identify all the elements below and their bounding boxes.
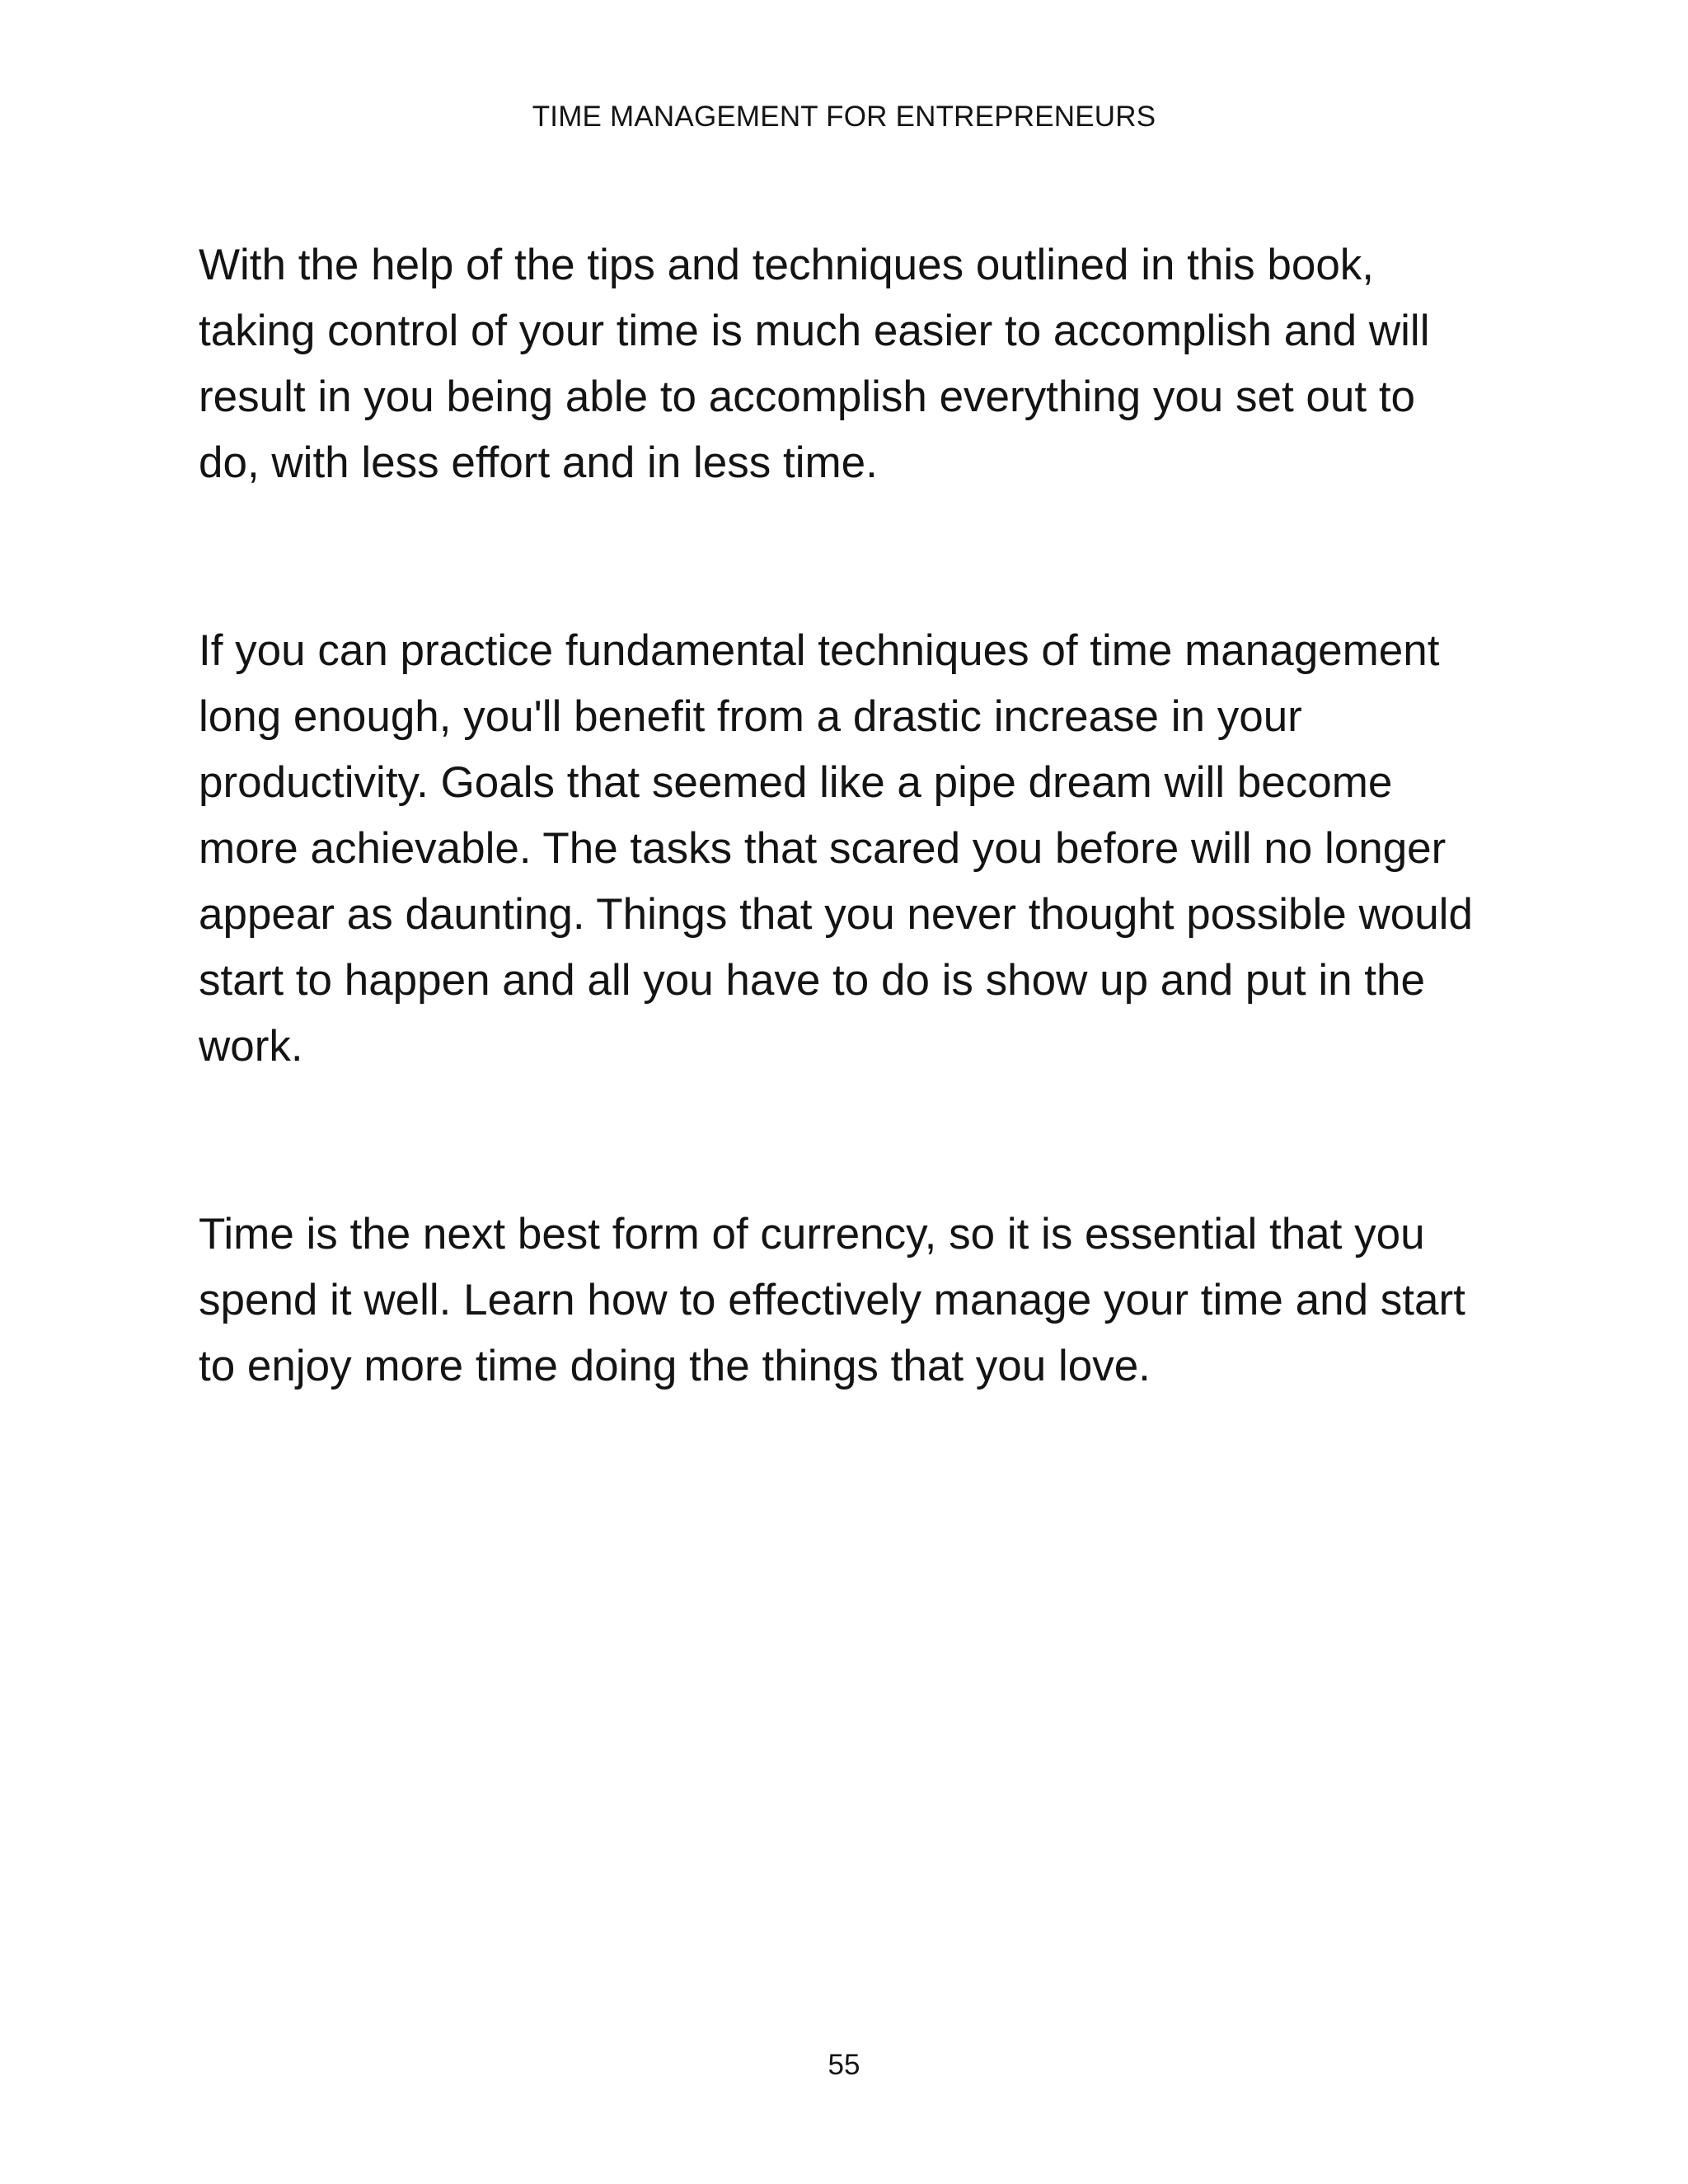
paragraph-line: productivity. Goals that seemed like a pipe dream will become bbox=[199, 758, 1393, 807]
body-text bbox=[199, 232, 1534, 1521]
paragraph-3 bbox=[199, 1202, 1534, 1399]
paragraph-1 bbox=[199, 232, 1534, 496]
paragraph-line: do, with less effort and in less time. bbox=[199, 438, 878, 487]
paragraph-2 bbox=[199, 618, 1534, 1080]
paragraph-line: Time is the next best form of currency, so it is essential that you bbox=[199, 1210, 1425, 1258]
paragraph-line: With the help of the tips and techniques outlined in this book, bbox=[199, 241, 1375, 289]
paragraph-line: result in you being able to accomplish everything you set out to bbox=[199, 373, 1416, 421]
paragraph-line: long enough, you'll benefit from a drastic increase in your bbox=[199, 692, 1302, 741]
page-number: 55 bbox=[828, 2049, 860, 2081]
paragraph-line: start to happen and all you have to do is show up and put in the bbox=[199, 956, 1425, 1005]
paragraph-line: taking control of your time is much easier to accomplish and will bbox=[199, 307, 1430, 355]
paragraph-line: spend it well. Learn how to effectively manage your time and start bbox=[199, 1276, 1465, 1324]
paragraph-line: If you can practice fundamental techniques of time management bbox=[199, 626, 1440, 675]
paragraph-line: more achievable. The tasks that scared you before will no longer bbox=[199, 824, 1447, 873]
paragraph-line: appear as daunting. Things that you never thought possible would bbox=[199, 890, 1473, 939]
paragraph-line: to enjoy more time doing the things that you love. bbox=[199, 1342, 1151, 1390]
paragraph-line: work. bbox=[199, 1022, 303, 1071]
running-header: TIME MANAGEMENT FOR ENTREPRENEURS bbox=[532, 101, 1156, 133]
